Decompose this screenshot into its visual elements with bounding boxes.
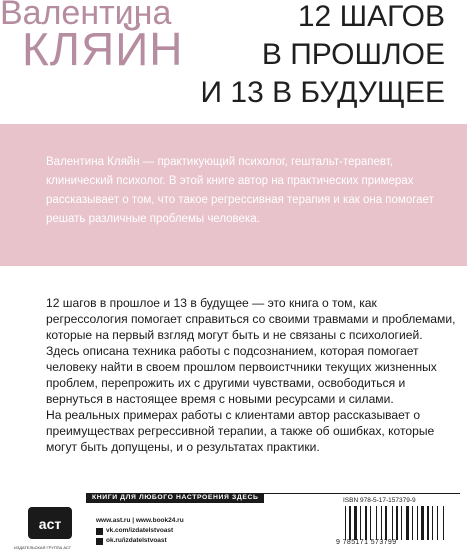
barcode-bar [376,506,377,540]
annotation-text: Валентина Кляйн — практикующий психолог, гештальт-терапевт, клинический психолог. В этой книге автор на практических примерах рассказывает о том, что такое регрессивная терапия и как она помогает решать различные проблемы человека. [46,156,434,225]
barcode-bar [432,506,433,540]
description [46,295,456,455]
isbn: ISBN 978-5-17-157379-9 [343,497,416,504]
barcode-bar [406,506,409,540]
barcode-bar [443,506,444,540]
barcode-bar [360,506,361,540]
title-line-2: В ПРОШЛОЕ [261,38,445,71]
description-paragraph-1: 12 шагов в прошлое и 13 в будущее — это книга о том, как регрессология помогает справиться со своими травмами и проблемами, которые на первый взгляд могут быть и не связаны с психологией. [46,296,456,342]
vk-row [96,526,184,536]
author-first-name: Валентина [0,0,172,32]
author-last-name: КЛЯЙН [22,23,184,75]
publisher-logo [20,503,80,543]
description-paragraph-3: На реальных примерах работы с клиентами автор рассказывает о преимуществах регрессивной терапии, а также об ошибках, которые могут быть допущены, и о результатах практики. [46,408,435,454]
barcode-bar [412,506,413,540]
vk-link[interactable]: vk.com/izdatelstvoast [106,527,174,534]
barcode-bar [365,506,367,540]
barcode-bar [385,506,387,540]
description-paragraph-2: Здесь описана техника работы с подсознанием, которая помогает человеку найти в своем прошлом первоистчники текущих жизненных проблем, перепрожить их с другими чувствами, освободиться и вернуться в настоящее время с новыми ресурсами и силами. [46,344,437,406]
barcode-bar [437,506,438,540]
barcode-bar [345,506,346,540]
ok-row [96,536,184,546]
publisher-logo-text: аст [38,516,62,532]
title-line-1: 12 ШАГОВ [297,0,445,33]
site-links-row [96,516,184,526]
ok-icon [96,538,103,545]
barcode-bar [354,506,357,540]
barcode-bar [370,506,371,540]
book-title [200,0,445,112]
barcode-bar [381,506,382,540]
barcode-bar [392,506,393,540]
publisher-caption: ИЗДАТЕЛЬСКАЯ ГРУППА АСТ [14,545,72,550]
ok-link[interactable]: ok.ru/izdatelstvoast [106,537,167,544]
publisher-links [96,516,184,546]
title-line-3: И 13 В БУДУЩЕЕ [200,76,445,109]
vk-icon [96,528,103,535]
barcode-bar [401,506,402,540]
barcode-bar [349,506,351,540]
barcode-bar [396,506,398,540]
barcode [343,506,447,540]
barcode-bar [417,506,418,540]
barcode-number: 9 785171 573799 [336,539,397,546]
series-banner: КНИГИ ДЛЯ ЛЮБОГО НАСТРОЕНИЯ ЗДЕСЬ [86,493,264,503]
site-links[interactable]: www.ast.ru | www.book24.ru [96,517,184,524]
barcode-bar [421,506,424,540]
barcode-bar [427,506,429,540]
